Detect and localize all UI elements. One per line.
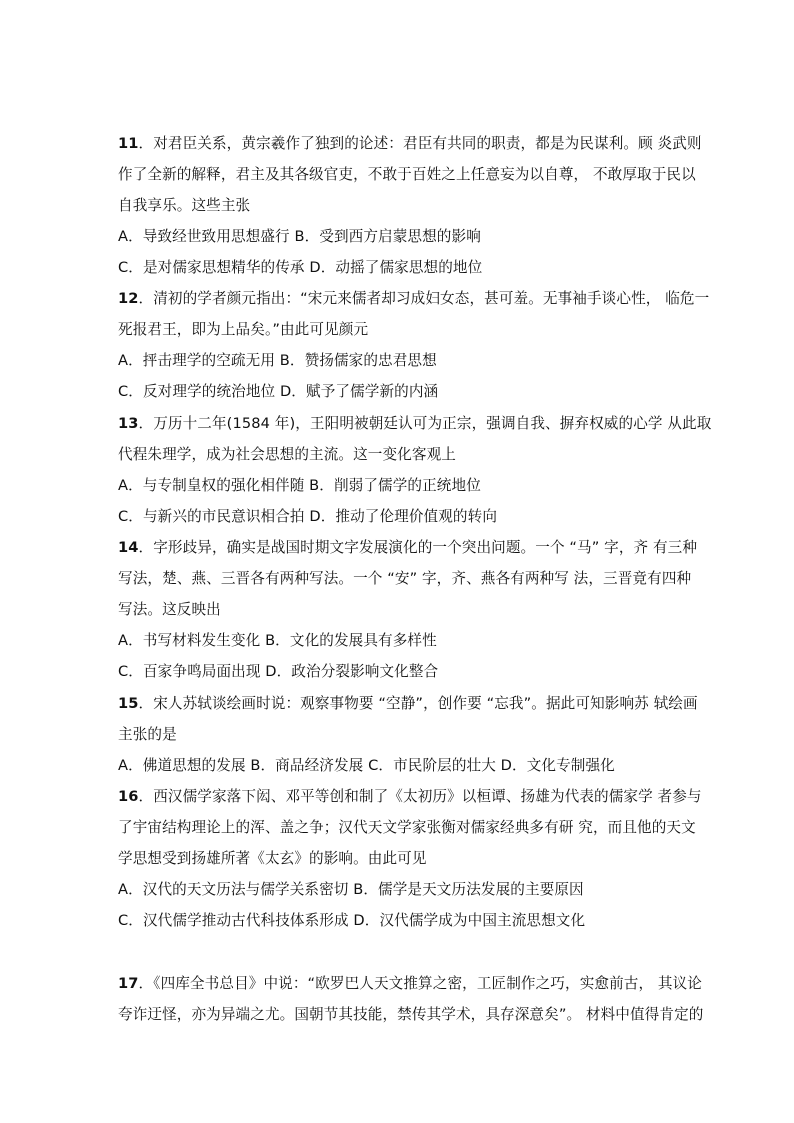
question-stem-line: 11．对君臣关系，黄宗羲作了独到的论述：君臣有共同的职责，都是为民谋利。顾 炎武则 — [118, 135, 702, 152]
option-line: A．导致经世致用思想盛行 B．受到西方启蒙思想的影响 — [118, 228, 481, 245]
option-line: C．汉代儒学推动古代科技体系形成 D．汉代儒学成为中国主流思想文化 — [118, 912, 586, 929]
question-stem-line: 了宇宙结构理论上的浑、盖之争；汉代天文学家张衡对儒家经典多有研 究，而且他的天文 — [118, 819, 696, 836]
option-line: C．百家争鸣局面出现 D．政治分裂影响文化整合 — [118, 663, 439, 680]
question-stem-line: 写法。这反映出 — [118, 601, 221, 618]
question-stem-line: 自我享乐。这些主张 — [118, 197, 251, 214]
option-line: C．是对儒家思想精华的传承 D．动摇了儒家思想的地位 — [118, 259, 483, 276]
question-number: 11 — [118, 135, 139, 152]
question-stem-line: 作了全新的解释，君主及其各级官吏，不敢于百姓之上任意妄为以自尊， 不敢厚取于民以 — [118, 166, 696, 183]
question-number: 16 — [118, 788, 139, 805]
option-line: A．汉代的天文历法与儒学关系密切 B．儒学是天文历法发展的主要原因 — [118, 881, 584, 898]
question-number: 13 — [118, 415, 139, 432]
question-stem-line: 学思想受到扬雄所著《太玄》的影响。由此可见 — [118, 850, 427, 867]
question-number: 14 — [118, 539, 139, 556]
question-stem-line: 16．西汉儒学家落下闳、邓平等创和制了《太初历》以桓谭、扬雄为代表的儒家学 者参与 — [118, 788, 702, 805]
option-line: A．书写材料发生变化 B．文化的发展具有多样性 — [118, 632, 437, 649]
question-stem-line: 代程朱理学，成为社会思想的主流。这一变化客观上 — [118, 446, 456, 463]
question-stem-line: 14．字形歧异，确实是战国时期文字发展演化的一个突出问题。一个 “马” 字，齐 有三种 — [118, 539, 698, 556]
option-line: A．与专制皇权的强化相伴随 B．削弱了儒学的正统地位 — [118, 477, 481, 494]
question-stem-line: 12．清初的学者颜元指出：“宋元来儒者却习成妇女态，甚可羞。无事袖手谈心性， 临危一 — [118, 290, 710, 307]
question-stem-line: 死报君王，即为上品矣。”由此可见颜元 — [118, 321, 369, 338]
question-stem-line: 17．《四库全书总目》中说：“欧罗巴人天文推算之密，工匠制作之巧，实愈前古， 其议论 — [118, 975, 702, 992]
question-number: 17 — [118, 975, 139, 992]
option-line: A．佛道思想的发展 B．商品经济发展 C．市民阶层的壮大 D．文化专制强化 — [118, 757, 615, 774]
option-line: A．抨击理学的空疏无用 B．赞扬儒家的忠君思想 — [118, 352, 437, 369]
question-stem-line: 写法，楚、燕、三晋各有两种写法。一个 “安” 字，齐、燕各有两种写 法，三晋竟有四种 — [118, 570, 692, 587]
question-stem-line: 13．万历十二年(1584 年)，王阳明被朝廷认可为正宗，强调自我、摒弃权威的心学 从此取 — [118, 415, 712, 432]
question-stem-line: 15．宋人苏轼谈绘画时说：观察事物要 “空静”，创作要 “忘我”。据此可知影响苏 轼绘画 — [118, 695, 698, 712]
question-stem-line: 主张的是 — [118, 726, 177, 743]
option-line: C．反对理学的统治地位 D．赋予了儒学新的内涵 — [118, 383, 439, 400]
question-number: 15 — [118, 695, 139, 712]
question-stem-line: 夸诈迂怪，亦为异端之尤。国朝节其技能，禁传其学术，具存深意矣”。 材料中值得肯定的 — [118, 1006, 704, 1023]
question-number: 12 — [118, 290, 139, 307]
option-line: C．与新兴的市民意识相合拍 D．推动了伦理价值观的转向 — [118, 508, 498, 525]
